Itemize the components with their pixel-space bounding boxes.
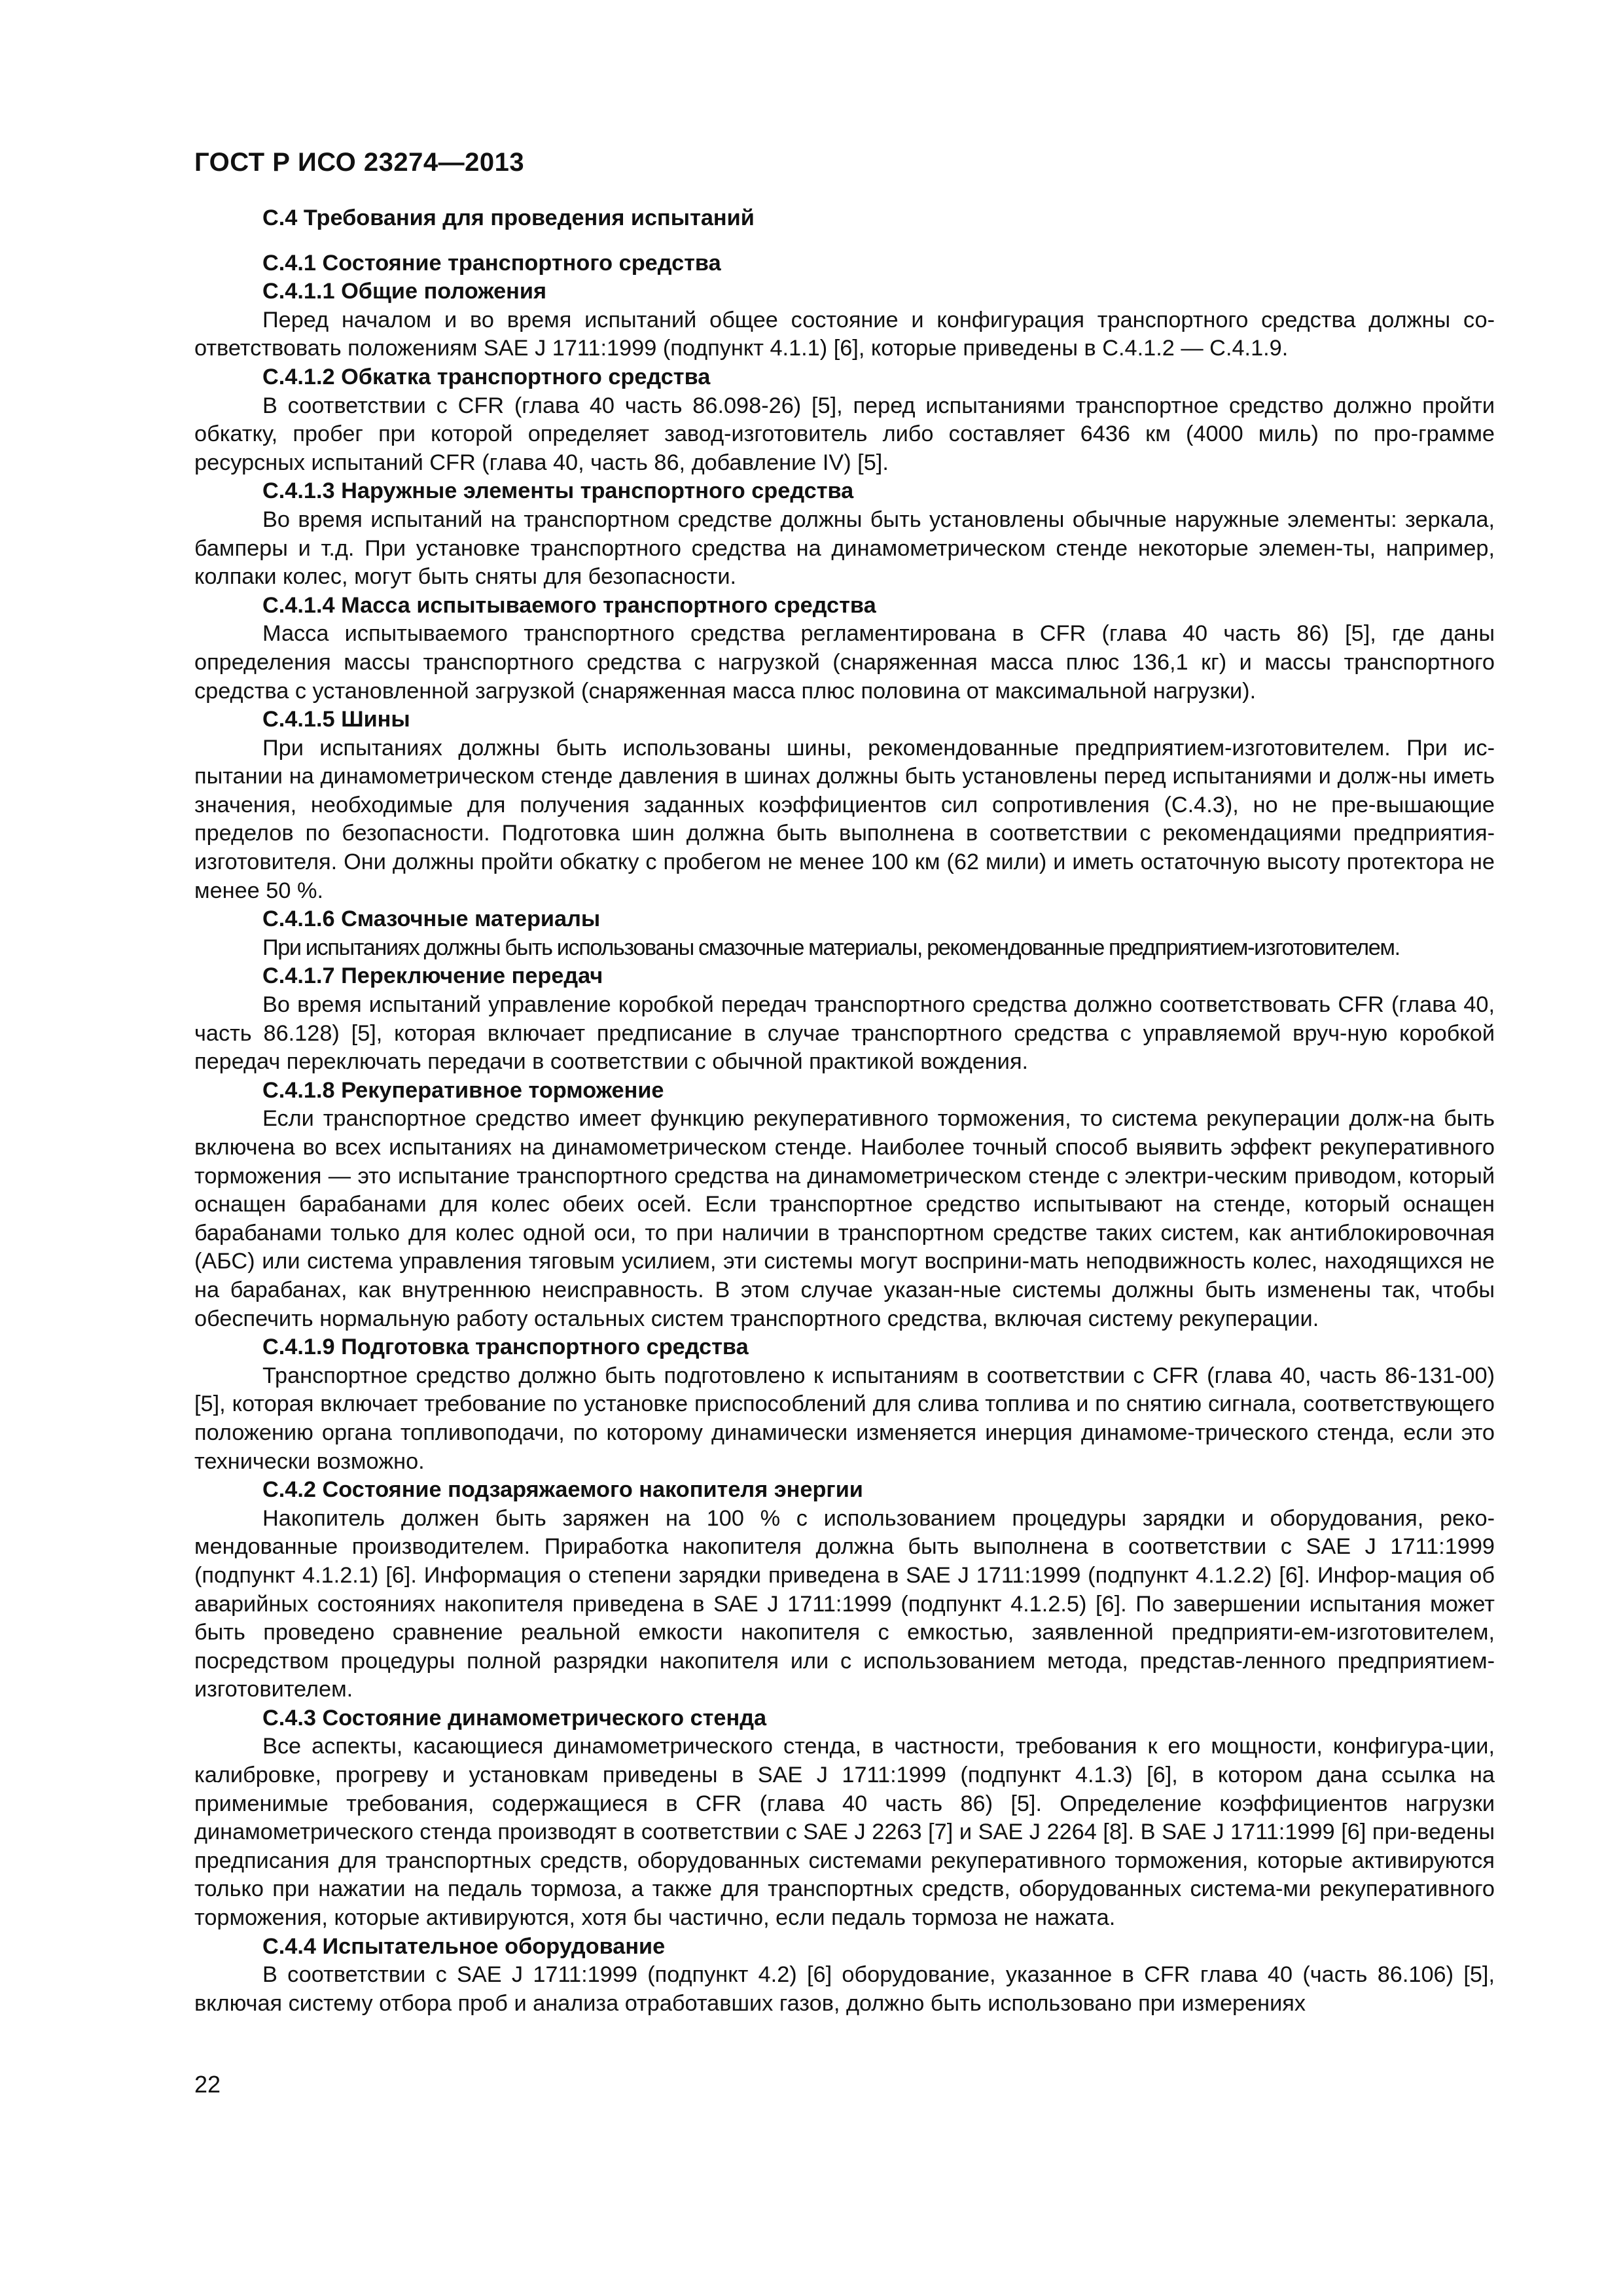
- section-paragraph: В соответствии с SAE J 1711:1999 (подпункт 4.2) [6] оборудование, указанное в CFR глава 40 (часть 86.106) [5], включая систему отбора проб и анализа отработавших газов, должно быть использовано при измерениях: [194, 1962, 1495, 2016]
- section-paragraph: Накопитель должен быть заряжен на 100 % с использованием процедуры зарядки и оборудования, реко-мендованные производителем. Приработка накопителя должна быть выполнена в соответствии с SAE J 1711:1999 (подпункт 4.1.2.1) [6]. Информация о степени зарядки приведена в SAE J 1711:1999 (подпункт 4.1.2.2) [6]. Инфор-мация об аварийных состояниях накопителя приведена в SAE J 1711:1999 (подпункт 4.1.2.5) [6]. По завершении испытания может быть проведено сравнение реальной емкости накопителя с емкостью, заявленной предприяти-ем-изготовителем, посредством процедуры полной разрядки накопителя или с использованием метода, представ-ленного предприятием-изготовителем.: [194, 1505, 1495, 1702]
- section-heading: С.4.1.4 Масса испытываемого транспортного средства: [262, 592, 876, 618]
- section-heading: С.4.3 Состояние динамометрического стенда: [262, 1705, 767, 1731]
- document-code-header: ГОСТ Р ИСО 23274—2013: [194, 148, 525, 177]
- section-paragraph: При испытаниях должны быть использованы смазочные материалы, рекомендованные предприятием-изготовителем.: [262, 935, 1400, 960]
- section-paragraph: Все аспекты, касающиеся динамометрического стенда, в частности, требования к его мощности, конфигура-ции, калибровке, прогреву и установкам приведены в SAE J 1711:1999 (подпункт 4.1.3) [6], в котором дана ссылка на применимые требования, содержащиеся в CFR (глава 40 часть 86) [5]. Определение коэффициентов нагрузки динамометрического стенда производят в соответствии с SAE J 2263 [7] и SAE J 2264 [8]. В SAE J 1711:1999 [6] при-ведены предписания для транспортных средств, оборудованных системами рекуперативного торможения, которые активируются только при нажатии на педаль тормоза, а также для транспортных средств, оборудованных система-ми рекуперативного торможения, которые активируются, хотя бы частично, если педаль тормоза не нажата.: [194, 1734, 1495, 1931]
- section-paragraph: В соответствии с CFR (глава 40 часть 86.098-26) [5], перед испытаниями транспортное средство должно пройти обкатку, пробег при которой определяет завод-изготовитель либо составляет 6436 км (4000 миль) по про-грамме ресурсных испытаний CFR (глава 40, часть 86, добавление IV) [5].: [194, 393, 1495, 475]
- section-heading: С.4 Требования для проведения испытаний: [262, 206, 755, 230]
- section-heading: С.4.1.3 Наружные элементы транспортного средства: [262, 478, 854, 504]
- section-heading: С.4.4 Испытательное оборудование: [262, 1933, 666, 1959]
- section-paragraph: Транспортное средство должно быть подготовлено к испытаниям в соответствии с CFR (глава 40, часть 86-131-00) [5], которая включает требование по установке приспособлений для слива топлива и по снятию сигнала, соответствующего положению органа топливоподачи, по которому динамически изменяется инерция динамоме-трического стенда, если это технически возможно.: [194, 1363, 1495, 1474]
- page-number: 22: [194, 2071, 221, 2098]
- section-heading: С.4.1.2 Обкатка транспортного средства: [262, 364, 711, 389]
- document-body: [194, 204, 1495, 2018]
- section-heading: С.4.1.9 Подготовка транспортного средства: [262, 1335, 749, 1360]
- section-paragraph: Если транспортное средство имеет функцию рекуперативного торможения, то система рекуперации долж-на быть включена во всех испытаниях на динамометрическом стенде. Наиболее точный способ выявить эффект рекуперативного торможения — это испытание транспортного средства на динамометрическом стенде с электри-ческим приводом, который оснащен барабанами для колес обеих осей. Если транспортное средство испытывают на стенде, который оснащен барабанами только для колес одной оси, то при наличии в транспортном средстве таких систем, как антиблокировочная (АБС) или система управления тяговым усилием, эти системы могут восприни-мать неподвижность колес, находящихся не на барабанах, как внутреннюю неисправность. В этом случае указан-ные системы должны быть изменены так, чтобы обеспечить нормальную работу остальных систем транспортного средства, включая систему рекуперации.: [194, 1106, 1495, 1331]
- section-heading: С.4.1 Состояние транспортного средства: [262, 250, 721, 276]
- section-heading: С.4.1.5 Шины: [262, 707, 410, 732]
- section-heading: С.4.1.7 Переключение передач: [262, 963, 603, 989]
- section-heading: С.4.1.1 Общие положения: [262, 279, 546, 304]
- section-heading: С.4.1.8 Рекуперативное торможение: [262, 1077, 664, 1103]
- section-heading: С.4.1.6 Смазочные материалы: [262, 906, 601, 932]
- section-paragraph: Масса испытываемого транспортного средства регламентирована в CFR (глава 40 часть 86) [5], где даны определения массы транспортного средства с нагрузкой (снаряженная масса плюс 136,1 кг) и массы транспортного средства с установленной загрузкой (снаряженная масса плюс половина от максимальной нагрузки).: [194, 621, 1495, 704]
- section-heading: С.4.2 Состояние подзаряжаемого накопителя энергии: [262, 1477, 863, 1503]
- section-paragraph: Перед началом и во время испытаний общее состояние и конфигурация транспортного средства должны со-ответствовать положениям SAE J 1711:1999 (подпункт 4.1.1) [6], которые приведены в С.4.1.2 — С.4.1.9.: [194, 307, 1495, 361]
- section-paragraph: При испытаниях должны быть использованы шины, рекомендованные предприятием-изготовителем. При ис-пытании на динамометрическом стенде давления в шинах должны быть установлены перед испытаниями и долж-ны иметь значения, необходимые для получения заданных коэффициентов сил сопротивления (С.4.3), но не пре-вышающие пределов по безопасности. Подготовка шин должна быть выполнена в соответствии с рекомендациями предприятия-изготовителя. Они должны пройти обкатку с пробегом не менее 100 км (62 мили) и иметь остаточную высоту протектора не менее 50 %.: [194, 735, 1495, 903]
- section-paragraph: Во время испытаний управление коробкой передач транспортного средства должно соответствовать CFR (глава 40, часть 86.128) [5], которая включает предписание в случае транспортного средства с управляемой вруч-ную коробкой передач переключать передачи в соответствии с обычной практикой вождения.: [194, 992, 1495, 1075]
- section-paragraph: Во время испытаний на транспортном средстве должны быть установлены обычные наружные элементы: зеркала, бамперы и т.д. При установке транспортного средства на динамометрическом стенде некоторые элемен-ты, например, колпаки колес, могут быть сняты для безопасности.: [194, 507, 1495, 590]
